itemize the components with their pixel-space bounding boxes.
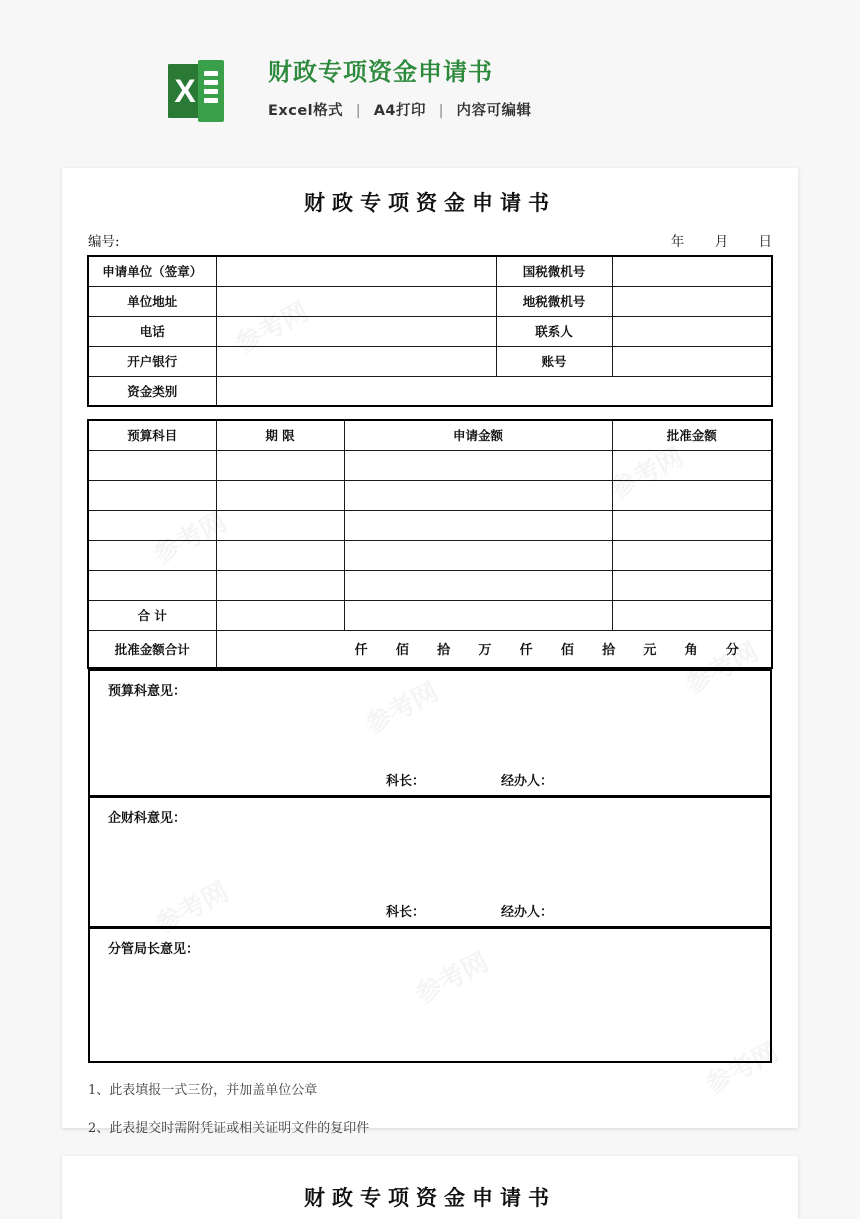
column-header-applied-amount: 申请金额: [344, 420, 612, 450]
note-item: 2、此表提交时需附凭证或相关证明文件的复印件: [88, 1121, 370, 1136]
opinion-box-finance-section[interactable]: [88, 797, 772, 928]
table-row: [88, 286, 772, 316]
cell-term[interactable]: [216, 540, 344, 570]
excel-file-icon: [168, 60, 224, 122]
field-phone[interactable]: [216, 316, 496, 346]
date-year-label: 年: [670, 234, 685, 250]
table-words-row: [88, 630, 772, 668]
unit-yuan: 元: [643, 643, 657, 659]
unit-fen: 分: [725, 643, 739, 659]
unit-qian: 仟: [519, 643, 533, 659]
cell-approved[interactable]: [612, 450, 772, 480]
table-row: [88, 256, 772, 286]
opinion-box-deputy-director[interactable]: [88, 928, 772, 1063]
label-bank: 开户银行: [88, 346, 216, 376]
page-title: 财政专项资金申请书: [304, 190, 556, 215]
field-fund-category[interactable]: [216, 376, 772, 406]
total-applied[interactable]: [344, 600, 612, 630]
unit-bai: 佰: [560, 643, 574, 659]
promo-separator-1: |: [355, 103, 362, 119]
document-page-2[interactable]: [62, 1156, 798, 1219]
unit-qian-wan: 仟: [354, 643, 368, 659]
table-row: [88, 316, 772, 346]
cell-budget-item[interactable]: [88, 450, 216, 480]
sign-handler-label: 经办人：: [501, 774, 554, 789]
field-applicant-unit[interactable]: [216, 256, 496, 286]
opinion-title-budget-section: 预算科意见：: [108, 684, 187, 699]
unit-shi-wan: 拾: [437, 643, 451, 659]
form-notes: [88, 1079, 798, 1136]
cell-budget-item[interactable]: [88, 480, 216, 510]
label-fund-category: 资金类别: [88, 376, 216, 406]
serial-label: 编号:: [88, 234, 120, 250]
table-row: [88, 570, 772, 600]
table-row: [88, 480, 772, 510]
label-account-no: 账号: [496, 346, 612, 376]
promo-editable-label: 内容可编辑: [456, 103, 532, 119]
table-row: [88, 540, 772, 570]
field-national-tax-no[interactable]: [612, 256, 772, 286]
label-contact-person: 联系人: [496, 316, 612, 346]
opinion-title-finance-section: 企财科意见：: [108, 811, 187, 826]
label-approved-total-in-words: 批准金额合计: [88, 630, 216, 668]
cell-term[interactable]: [216, 570, 344, 600]
unit-wan: 万: [478, 643, 492, 659]
label-national-tax-no: 国税微机号: [496, 256, 612, 286]
cell-applied[interactable]: [344, 510, 612, 540]
cell-approved[interactable]: [612, 480, 772, 510]
table-row: [88, 346, 772, 376]
sign-handler-label: 经办人：: [501, 905, 554, 920]
opinion-box-budget-section[interactable]: [88, 669, 772, 797]
field-bank[interactable]: [216, 346, 496, 376]
cell-term[interactable]: [216, 510, 344, 540]
table-row: [88, 510, 772, 540]
table-total-row: [88, 600, 772, 630]
label-total: 合 计: [88, 600, 216, 630]
column-header-approved-amount: 批准金额: [612, 420, 772, 450]
signature-line-finance-section: [90, 901, 770, 920]
applicant-info-table: [87, 255, 773, 407]
cell-approved[interactable]: [612, 510, 772, 540]
opinion-title-deputy-director: 分管局长意见：: [108, 942, 200, 957]
cell-approved[interactable]: [612, 540, 772, 570]
label-applicant-unit: 申请单位（签章）: [88, 256, 216, 286]
date-day-label: 日: [758, 234, 772, 250]
promo-print-label: A4打印: [373, 103, 426, 119]
document-page-1[interactable]: [62, 168, 798, 1136]
signature-line-budget-section: [90, 770, 770, 789]
promo-separator-2: |: [438, 103, 444, 119]
unit-jiao: 角: [684, 643, 698, 659]
excel-icon-grid: [204, 71, 218, 107]
cell-applied[interactable]: [344, 480, 612, 510]
amount-table: [87, 419, 773, 669]
promo-header: [168, 58, 532, 122]
field-account-no[interactable]: [612, 346, 772, 376]
table-header-row: [88, 420, 772, 450]
label-local-tax-no: 地税微机号: [496, 286, 612, 316]
table-row: [88, 376, 772, 406]
cell-budget-item[interactable]: [88, 510, 216, 540]
note-item: 1、此表填报一式三份，并加盖单位公章: [88, 1083, 318, 1098]
sign-chief-label: 科长：: [386, 774, 426, 789]
excel-icon-letter: X: [174, 72, 196, 109]
field-contact-person[interactable]: [612, 316, 772, 346]
total-term[interactable]: [216, 600, 344, 630]
field-unit-address[interactable]: [216, 286, 496, 316]
field-local-tax-no[interactable]: [612, 286, 772, 316]
date-month-label: 月: [714, 234, 729, 250]
cell-applied[interactable]: [344, 450, 612, 480]
promo-title: 财政专项资金申请书: [268, 58, 493, 86]
column-header-term: 期 限: [216, 420, 344, 450]
promo-subtitle: [268, 99, 532, 120]
page-2-title: 财政专项资金申请书: [304, 1185, 556, 1210]
unit-bai-wan: 佰: [395, 643, 409, 659]
label-phone: 电话: [88, 316, 216, 346]
cell-budget-item[interactable]: [88, 540, 216, 570]
column-header-budget-item: 预算科目: [88, 420, 216, 450]
cell-approved[interactable]: [612, 570, 772, 600]
promo-format-label: Excel格式: [268, 103, 344, 119]
unit-shi: 拾: [602, 643, 616, 659]
cell-applied[interactable]: [344, 540, 612, 570]
table-row: [88, 450, 772, 480]
cell-term[interactable]: [216, 480, 344, 510]
date-placeholder: [645, 230, 772, 250]
serial-and-date-line: [88, 230, 772, 250]
total-approved[interactable]: [612, 600, 772, 630]
label-unit-address: 单位地址: [88, 286, 216, 316]
cell-term[interactable]: [216, 450, 344, 480]
sign-chief-label: 科长：: [386, 905, 426, 920]
approved-total-units[interactable]: [216, 630, 772, 668]
cell-budget-item[interactable]: [88, 570, 216, 600]
cell-applied[interactable]: [344, 570, 612, 600]
